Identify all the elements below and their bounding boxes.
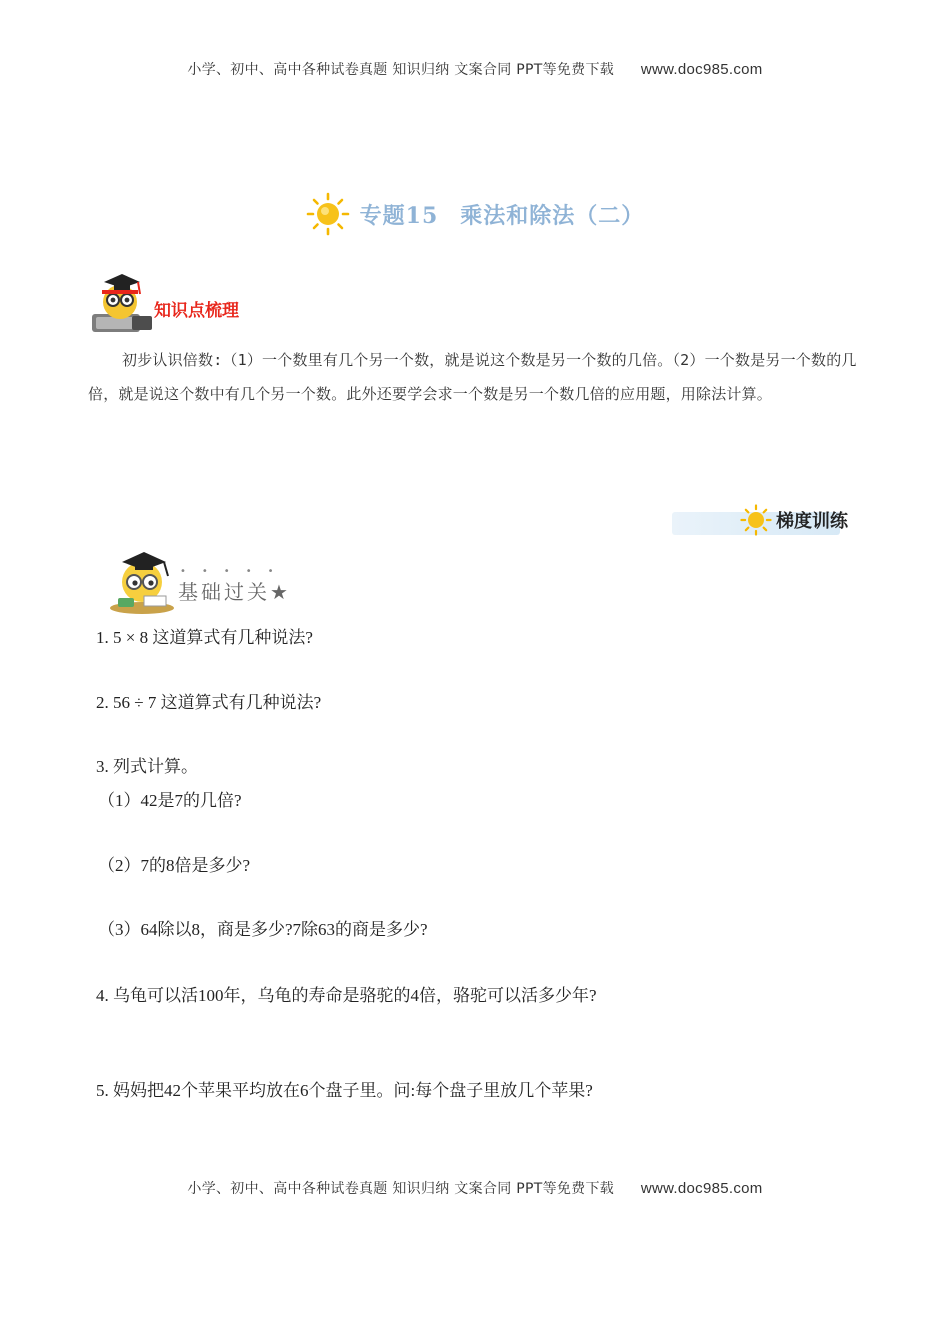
question-3-1: （1）42是7的几倍? [98, 791, 242, 810]
header-text: 小学、初中、高中各种试卷真题 知识归纳 文案合同 PPT等免费下载 [187, 62, 615, 78]
question-3-2: （2）7的8倍是多少? [98, 856, 251, 875]
question-1: 1. 5 × 8 这道算式有几种说法? [96, 628, 313, 647]
title-name: 乘法和除法（二） [460, 202, 645, 229]
knowledge-summary: 初步认识倍数:（1）一个数里有几个另一个数，就是说这个数是另一个数的几倍。（2）一个数是另一个数的几倍，就是说这个数中有几个另一个数。此外还要学会求一个数是另一个数几倍的应用题，用除法计算。 [88, 351, 857, 403]
question-5: 5. 妈妈把42个苹果平均放在6个盘子里。问:每个盘子里放几个苹果? [96, 1081, 593, 1100]
question-4: 4. 乌龟可以活100年，乌龟的寿命是骆驼的4倍，骆驼可以活多少年? [96, 986, 597, 1005]
scholar-mascot-icon [92, 268, 154, 334]
question-2: 2. 56 ÷ 7 这道算式有几种说法? [96, 693, 322, 712]
sun-icon [306, 192, 350, 236]
sun-icon [740, 504, 772, 536]
knowledge-heading: 知识点梳理 [154, 301, 239, 321]
basic-heading: 基础过关★ [178, 580, 291, 604]
page-header [0, 59, 950, 79]
scholar-mascot-reading-icon [108, 546, 178, 616]
page-footer [0, 1178, 950, 1198]
footer-site[interactable]: www.doc985.com [640, 1180, 763, 1197]
page-title [0, 192, 950, 236]
footer-text: 小学、初中、高中各种试卷真题 知识归纳 文案合同 PPT等免费下载 [187, 1181, 615, 1197]
heading-dots: ••••• [180, 566, 290, 577]
training-heading [740, 502, 848, 538]
title-topic: 专题15 [359, 202, 439, 229]
question-3-3: （3）64除以8，商是多少?7除63的商是多少? [98, 920, 428, 939]
training-heading-label: 梯度训练 [776, 511, 848, 532]
knowledge-section-heading [92, 268, 292, 334]
basic-section-heading [108, 546, 328, 616]
question-3: 3. 列式计算。 [96, 757, 198, 776]
title-text [360, 199, 645, 230]
header-site[interactable]: www.doc985.com [640, 61, 763, 78]
